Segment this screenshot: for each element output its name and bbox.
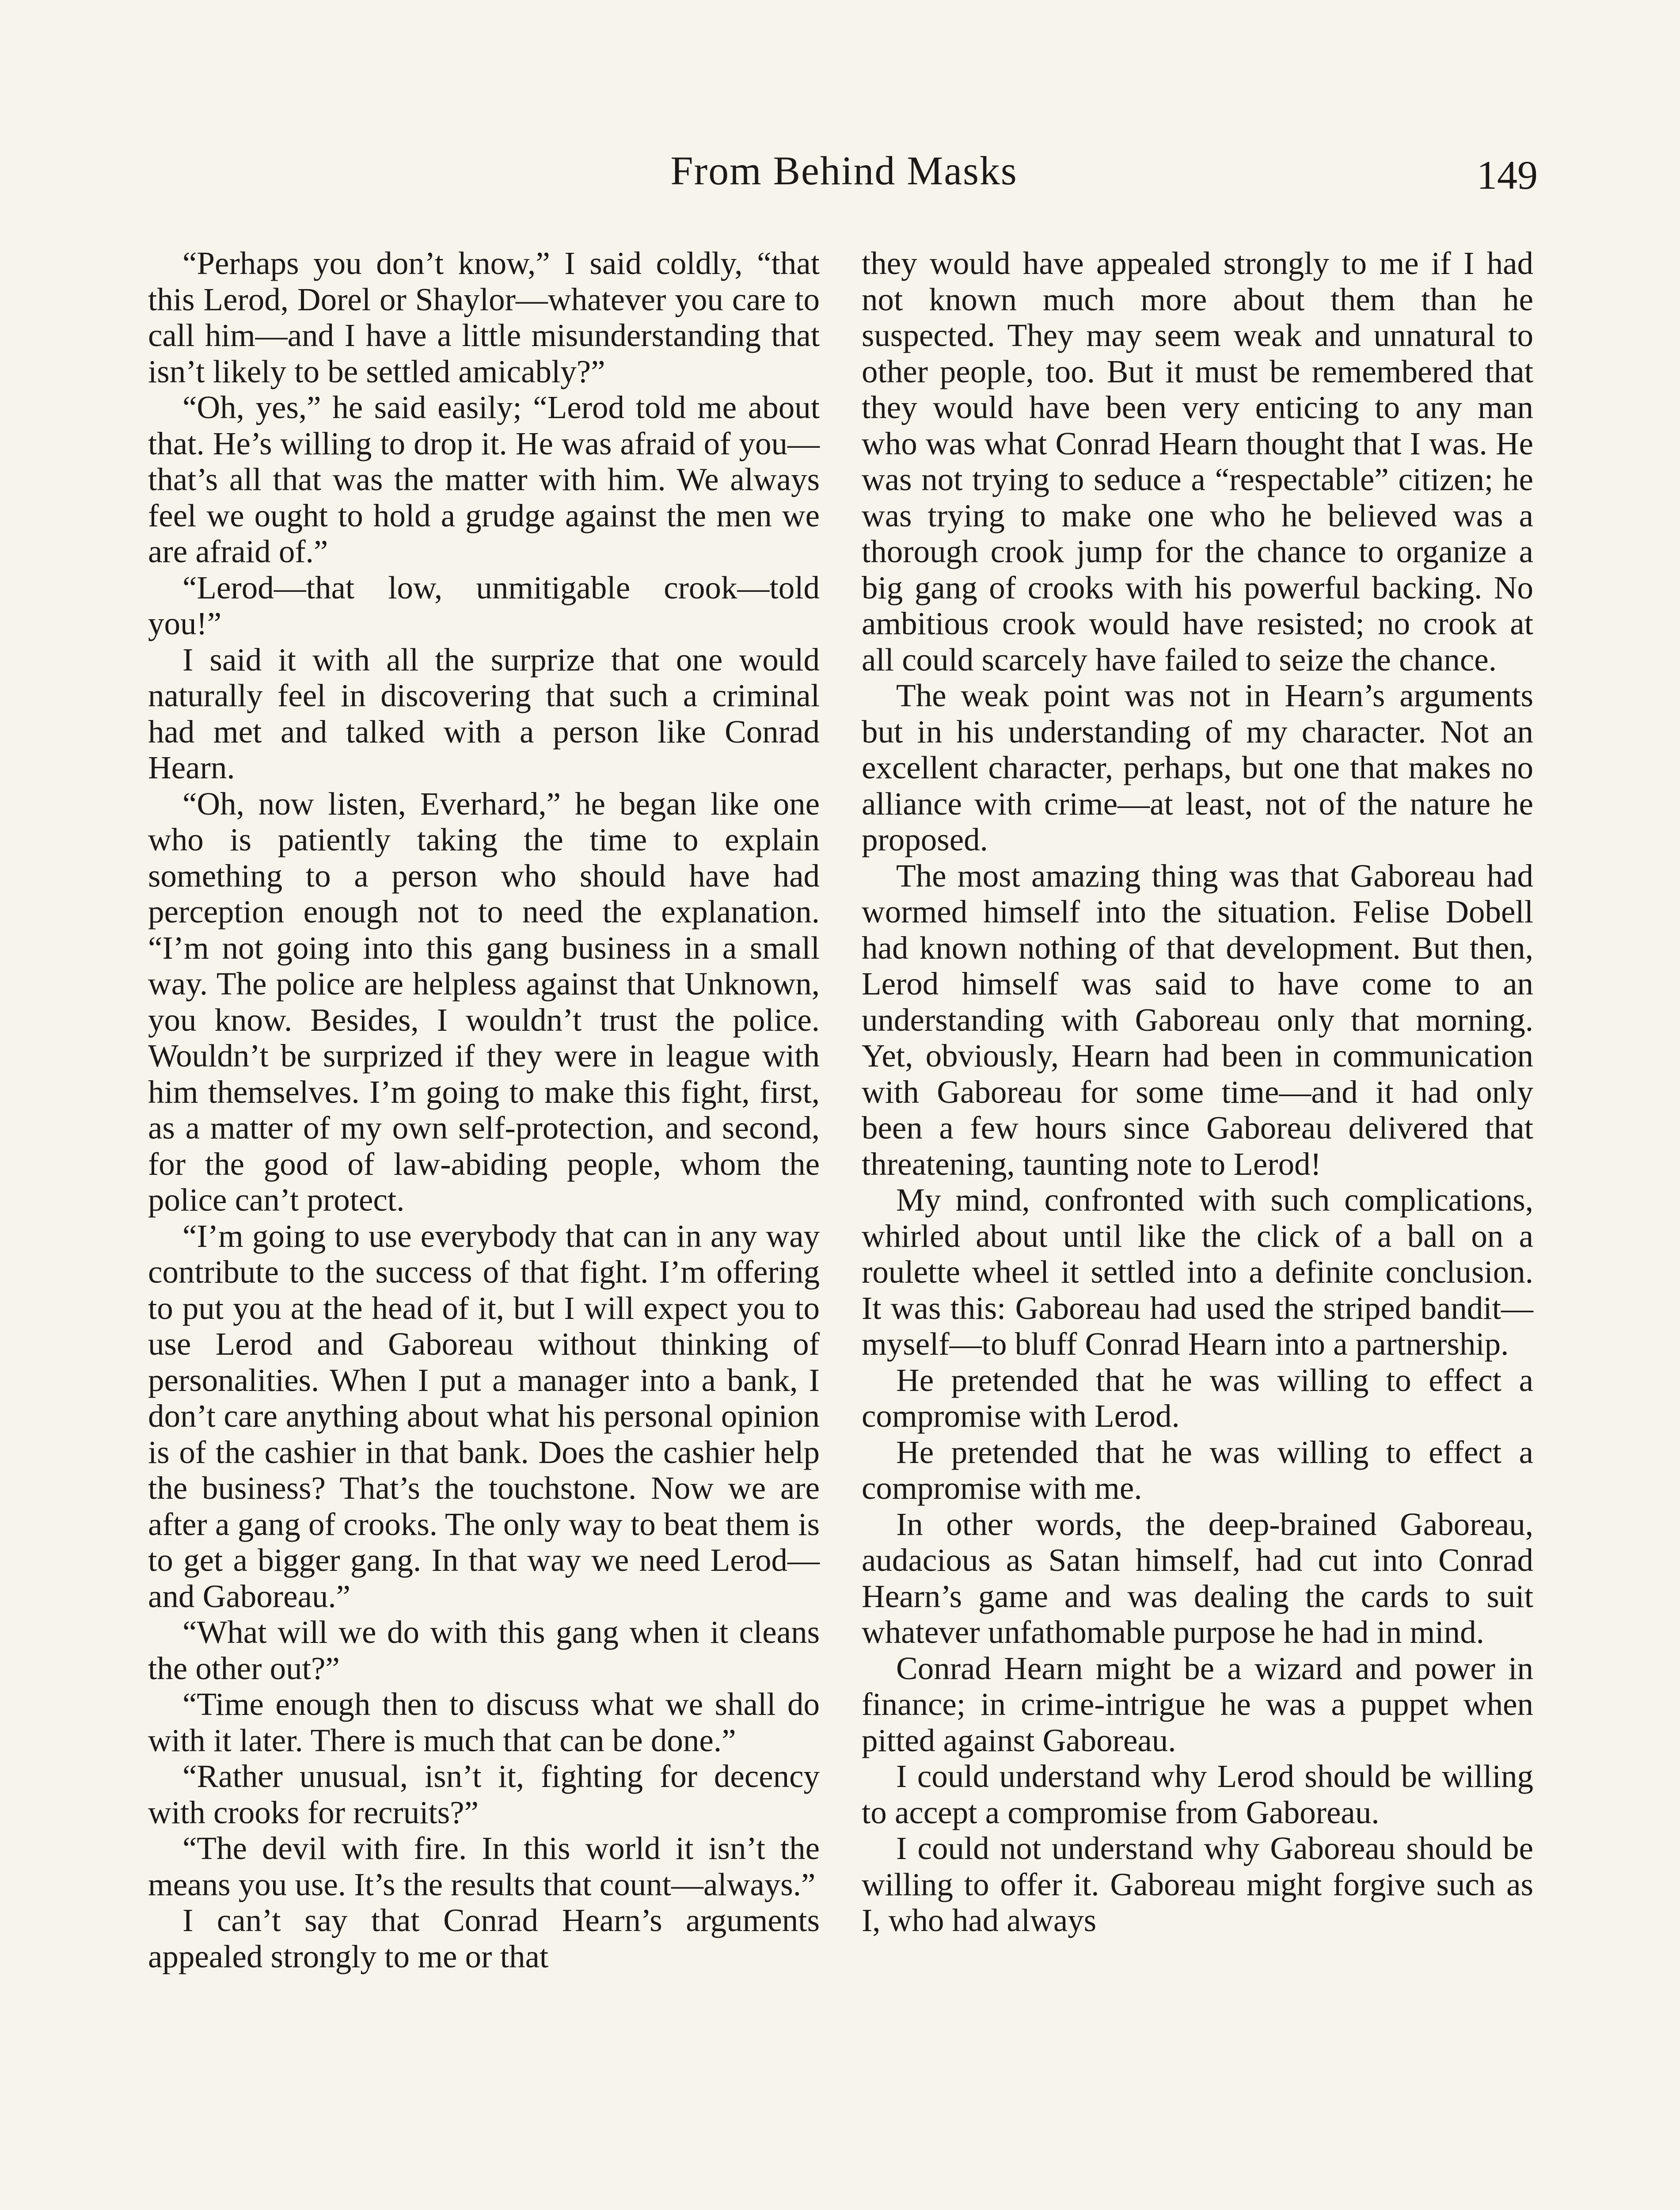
paragraph-continuation: they would have appealed strongly to me if I had not known much more about them than he suspected. They may seem weak and unnatural to other people, too. But it must be remembered that they would have been very enticing to any man who was what Conrad Hearn thought that I was. He was not trying to seduce a “respectable” citizen; he was trying to make one who he believed was a thorough crook jump for the chance to organize a big gang of crooks with his powerful backing. No ambitious crook would have resisted; no crook at all could scarcely have failed to seize the chance.	[862, 245, 1533, 678]
paragraph: “Time enough then to discuss what we shall do with it later. There is much that can be done.”	[148, 1686, 820, 1758]
paragraph: I can’t say that Conrad Hearn’s arguments appealed strongly to me or that	[148, 1902, 820, 1974]
paragraph: In other words, the deep-brained Gaboreau, audacious as Satan himself, had cut into Conrad Hearn’s game and was dealing the cards to suit whatever unfathomable purpose he had in mind.	[862, 1506, 1533, 1650]
paragraph: “The devil with fire. In this world it isn’t the means you use. It’s the results that count—always.”	[148, 1830, 820, 1902]
paragraph: “Oh, now listen, Everhard,” he began like one who is patiently taking the time to explain something to a person who should have had perception enough not to need the explanation. “I’m not going into this gang business in a small way. The police are helpless against that Unknown, you know. Besides, I wouldn’t trust the police. Wouldn’t be surprized if they were in league with him themselves. I’m going to make this fight, first, as a matter of my own self-protection, and second, for the good of law-abiding people, whom the police can’t protect.	[148, 785, 820, 1218]
paragraph: “Perhaps you don’t know,” I said coldly, “that this Lerod, Dorel or Shaylor—whatever you care to call him—and I have a little misunderstanding that isn’t likely to be settled amicably?”	[148, 245, 820, 389]
paragraph: The weak point was not in Hearn’s arguments but in his understanding of my character. Not an excellent character, perhaps, but one that makes no alliance with crime—at least, not of the nature he proposed.	[862, 678, 1533, 857]
paragraph: “I’m going to use everybody that can in any way contribute to the success of that fight. I’m offering to put you at the head of it, but I will expect you to use Lerod and Gaboreau without thinking of personalities. When I put a manager into a bank, I don’t care anything about what his personal opinion is of the cashier in that bank. Does the cashier help the business? That’s the touchstone. Now we are after a gang of crooks. The only way to beat them is to get a bigger gang. In that way we need Lerod—and Gaboreau.”	[148, 1218, 820, 1614]
running-title: From Behind Masks	[670, 148, 1018, 193]
paragraph: He pretended that he was willing to effect a compromise with Lerod.	[862, 1362, 1533, 1434]
paragraph: The most amazing thing was that Gaboreau had wormed himself into the situation. Felise Dobell had known nothing of that development. But then, Lerod himself was said to have come to an understanding with Gaboreau only that morning. Yet, obviously, Hearn had been in communication with Gaboreau for some time—and it had only been a few hours since Gaboreau delivered that threatening, taunting note to Lerod!	[862, 857, 1533, 1182]
right-column	[862, 245, 1533, 1939]
paragraph: My mind, confronted with such complications, whirled about until like the click of a ball on a roulette wheel it settled into a definite conclusion. It was this: Gaboreau had used the striped bandit—myself—to bluff Conrad Hearn into a partnership.	[862, 1182, 1533, 1362]
paragraph: “Oh, yes,” he said easily; “Lerod told me about that. He’s willing to drop it. He was afraid of you—that’s all that was the matter with him. We always feel we ought to hold a grudge against the men we are afraid of.”	[148, 389, 820, 569]
paragraph: He pretended that he was willing to effect a compromise with me.	[862, 1434, 1533, 1506]
paragraph: I could not understand why Gaboreau should be willing to offer it. Gaboreau might forgive such as I, who had always	[862, 1830, 1533, 1938]
paragraph: “Lerod—that low, unmitigable crook—told you!”	[148, 569, 820, 641]
paragraph: Conrad Hearn might be a wizard and power in finance; in crime-intrigue he was a puppet when pitted against Gaboreau.	[862, 1650, 1533, 1758]
paragraph: I could understand why Lerod should be willing to accept a compromise from Gaboreau.	[862, 1758, 1533, 1830]
left-column	[148, 245, 820, 1974]
page-number: 149	[1477, 152, 1538, 198]
paragraph: “Rather unusual, isn’t it, fighting for decency with crooks for recruits?”	[148, 1758, 820, 1830]
paragraph: I said it with all the surprize that one would naturally feel in discovering that such a criminal had met and talked with a person like Conrad Hearn.	[148, 641, 820, 785]
paragraph: “What will we do with this gang when it cleans the other out?”	[148, 1614, 820, 1686]
